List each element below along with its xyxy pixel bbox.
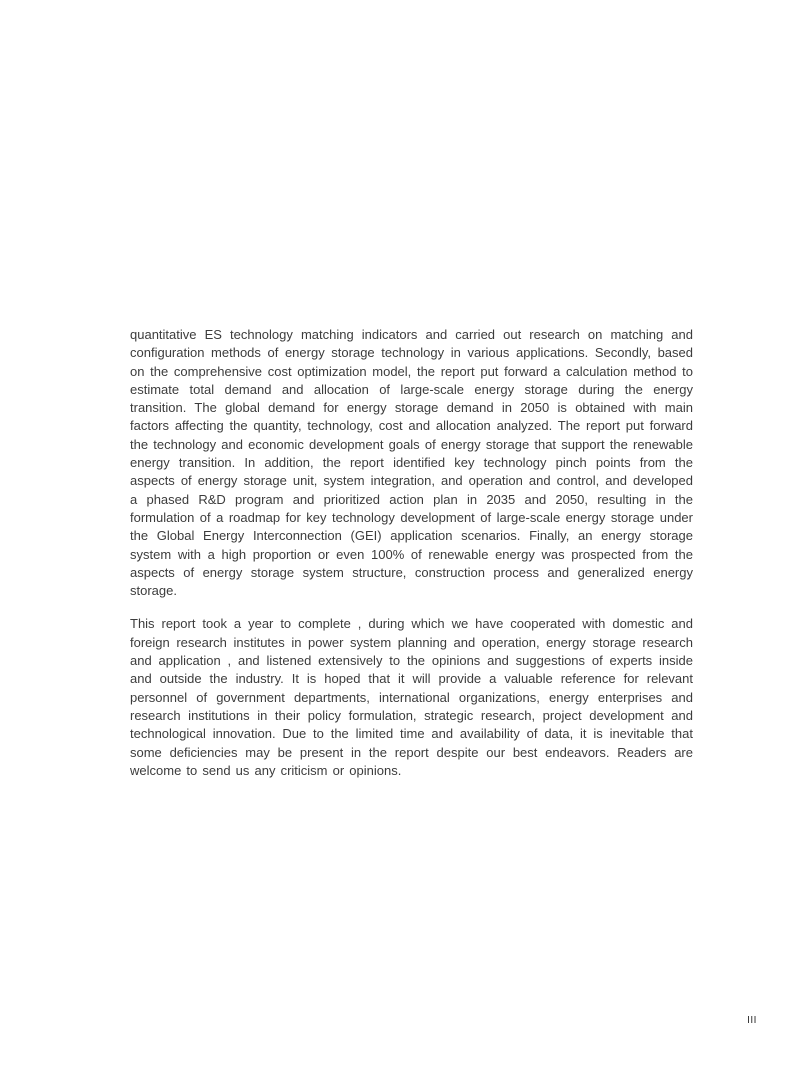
body-text	[130, 326, 693, 780]
paragraph-2: This report took a year to complete , during which we have cooperated with domestic and foreign research institutes in power system planning and operation, energy storage research and application , and listened extensively to the opinions and suggestions of experts inside and outside the industry. It is hoped that it will provide a valuable reference for relevant personnel of government departments, international organizations, energy enterprises and research institutions in their policy formulation, strategic research, project development and technological innovation. Due to the limited time and availability of data, it is inevitable that some deficiencies may be present in the report despite our best endeavors. Readers are welcome to send us any criticism or opinions.	[130, 616, 693, 778]
page-number: III	[747, 1015, 757, 1026]
paragraph-1: quantitative ES technology matching indicators and carried out research on matching and configuration methods of energy storage technology in various applications. Secondly, based on the comprehensive cost optimization model, the report put forward a calculation method to estimate total demand and allocation of large-scale energy storage during the energy transition. The global demand for energy storage demand in 2050 is obtained with main factors affecting the quantity, technology, cost and allocation analyzed. The report put forward the technology and economic development goals of energy storage that support the renewable energy transition. In addition, the report identified key technology pinch points from the aspects of energy storage unit, system integration, and operation and control, and developed a phased R&D program and prioritized action plan in 2035 and 2050, resulting in the formulation of a roadmap for key technology development of large-scale energy storage under the Global Energy Interconnection (GEI) application scenarios. Finally, an energy storage system with a high proportion or even 100% of renewable energy was prospected from the aspects of energy storage system structure, construction process and generalized energy storage.	[130, 327, 693, 599]
